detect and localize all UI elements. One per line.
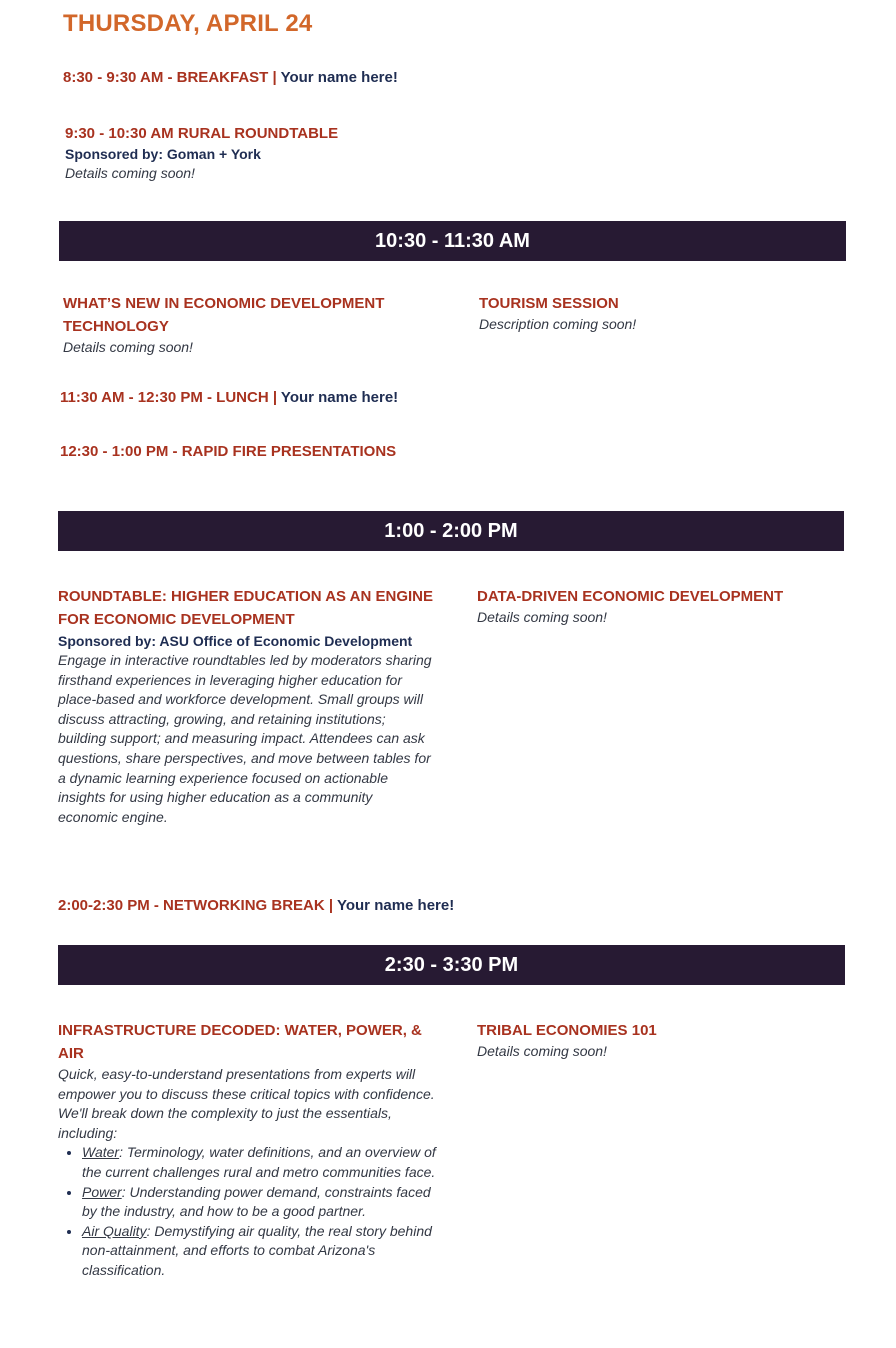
day-title: THURSDAY, APRIL 24 — [63, 10, 313, 37]
topic-text: : Terminology, water definitions, and an overview of the current challenges rural and metro communities face. — [82, 1144, 436, 1180]
session-title: DATA-DRIVEN ECONOMIC DEVELOPMENT — [477, 588, 784, 605]
lunch-label: 11:30 AM - 12:30 PM - LUNCH | — [60, 389, 281, 406]
session-details: Details coming soon! — [477, 609, 607, 625]
topic-text: : Understanding power demand, constraints faced by the industry, and how to be a good partner. — [82, 1183, 431, 1220]
session-sponsored: Sponsored by: ASU Office of Economic Development — [58, 633, 413, 649]
topic-term: Power — [82, 1183, 122, 1200]
time-block-header: 1:00 - 2:00 PM — [58, 511, 844, 551]
networking-sponsor: Your name here! — [336, 897, 455, 914]
session-econ-tech — [63, 292, 443, 358]
rural-sponsored: Sponsored by: Goman + York — [65, 146, 261, 162]
networking-row — [58, 897, 454, 915]
rapid-fire-row: 12:30 - 1:00 PM - RAPID FIRE PRESENTATIONS — [60, 443, 397, 460]
session-intro: Quick, easy-to-understand presentations from experts will empower you to discuss these critical topics with confidence. We'll break down the complexity to just the essentials, including: — [58, 1066, 435, 1141]
networking-label: 2:00-2:30 PM - NETWORKING BREAK | — [58, 897, 337, 914]
session-higher-ed — [58, 585, 436, 827]
session-title: INFRASTRUCTURE DECODED: WATER, POWER, & AIR — [58, 1022, 422, 1062]
session-details: Details coming soon! — [477, 1043, 607, 1059]
session-description: Engage in interactive roundtables led by moderators sharing firsthand experiences in leveraging higher education for place-based and workforce development. Small groups will discuss attracting, growing, and retaining institutions; building support; and measuring impact. Attendees can ask questions, share perspectives, and move between tables for a dynamic learning experience focused on actionable insights for using higher education as a community economic engine. — [58, 652, 432, 825]
topic-term: Water — [82, 1144, 120, 1161]
session-tourism — [479, 292, 859, 335]
session-tribal — [477, 1019, 877, 1062]
session-title: TRIBAL ECONOMIES 101 — [477, 1022, 657, 1039]
list-item — [82, 1183, 436, 1222]
session-infrastructure — [58, 1019, 436, 1281]
list-item — [82, 1143, 436, 1182]
lunch-row — [60, 389, 398, 407]
topic-list — [58, 1143, 436, 1280]
session-data-driven — [477, 585, 877, 628]
session-title: ROUNDTABLE: HIGHER EDUCATION AS AN ENGINE FOR ECONOMIC DEVELOPMENT — [58, 588, 433, 628]
session-details: Details coming soon! — [63, 339, 193, 355]
lunch-sponsor: Your name here! — [280, 389, 399, 406]
time-block-header: 10:30 - 11:30 AM — [59, 221, 846, 261]
breakfast-row — [63, 69, 398, 87]
rural-details: Details coming soon! — [65, 165, 195, 181]
breakfast-label: 8:30 - 9:30 AM - BREAKFAST | — [63, 69, 281, 86]
list-item — [82, 1222, 436, 1281]
rural-title: 9:30 - 10:30 AM RURAL ROUNDTABLE — [65, 125, 339, 142]
session-title: WHAT’S NEW IN ECONOMIC DEVELOPMENT TECHNOLOGY — [63, 295, 385, 335]
topic-text: : Demystifying air quality, the real story behind non-attainment, and efforts to combat Arizona's classification. — [82, 1222, 432, 1278]
session-title: TOURISM SESSION — [479, 295, 619, 312]
topic-term: Air Quality — [82, 1222, 147, 1239]
rural-roundtable — [65, 124, 565, 184]
time-block-header: 2:30 - 3:30 PM — [58, 945, 845, 985]
session-details: Description coming soon! — [479, 316, 637, 332]
breakfast-sponsor: Your name here! — [280, 69, 398, 86]
